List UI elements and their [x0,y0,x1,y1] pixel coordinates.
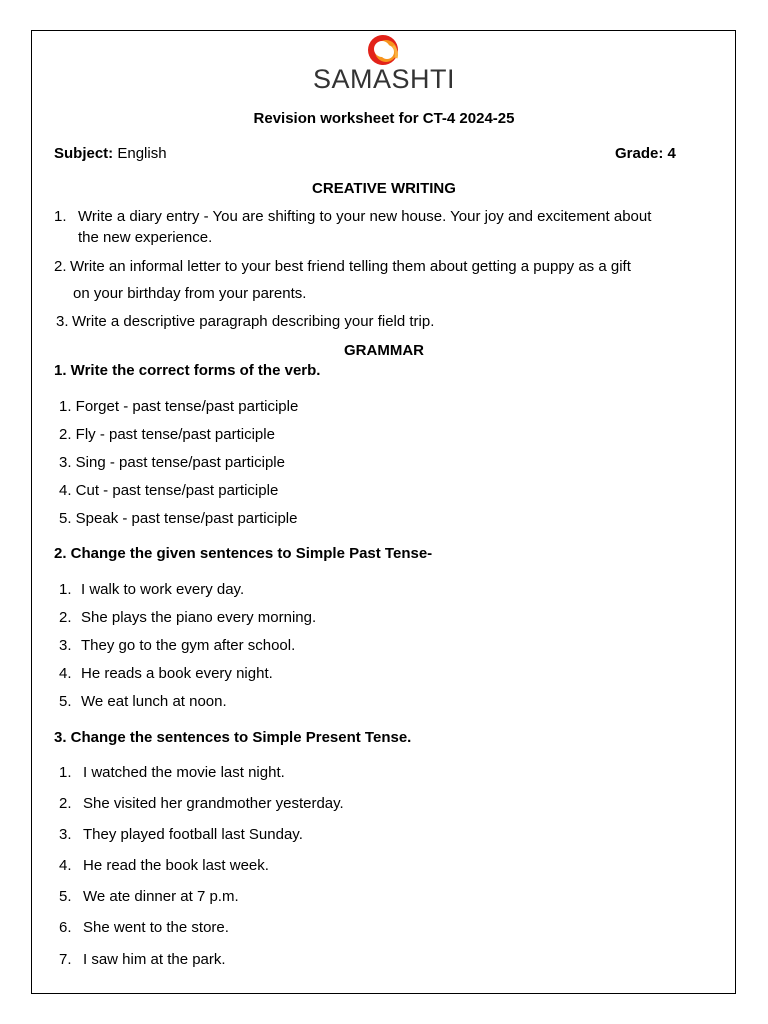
item-text: I walk to work every day. [81,581,245,598]
list-item [59,919,229,936]
list-item [59,693,227,710]
list-item [59,951,226,968]
list-item [59,581,244,598]
brand-name: SAMASHTI [312,64,456,94]
item-number: 1. [59,764,72,781]
item-text: I watched the movie last night. [83,764,285,781]
item-text: I saw him at the park. [83,951,226,968]
subject-value: English [117,145,167,162]
item-number: 6. [59,919,72,936]
question-2-heading: 2. Change the given sentences to Simple Past Tense- [54,545,433,562]
item-text: Write a diary entry - You are shifting to your new house. Your joy and excitement about [78,208,652,225]
list-item [54,258,631,275]
list-item: 2. Fly - past tense/past participle [59,426,275,443]
item-number: 3. [59,826,72,843]
item-text: Write a descriptive paragraph describing your field trip. [72,313,435,330]
item-number: 1. [54,208,67,225]
item-number: 7. [59,951,72,968]
item-text: They go to the gym after school. [81,637,296,654]
item-text: We ate dinner at 7 p.m. [83,888,239,905]
question-3-heading: 3. Change the sentences to Simple Present Tense. [54,729,412,746]
item-text: She visited her grandmother yesterday. [83,795,344,812]
grade-label: Grade: 4 [615,145,676,162]
list-item: 5. Speak - past tense/past participle [59,510,298,527]
item-text-continued: the new experience. [78,229,213,246]
item-text-continued: on your birthday from your parents. [73,285,307,302]
list-item: 4. Cut - past tense/past participle [59,482,279,499]
subject-label: Subject: [54,145,114,162]
item-number: 3. [59,637,72,654]
item-text: He reads a book every night. [81,665,273,682]
list-item: 3. Sing - past tense/past participle [59,454,285,471]
item-text: She plays the piano every morning. [81,609,317,626]
list-item [59,795,344,812]
item-number: 4. [59,857,72,874]
list-item: 1. Forget - past tense/past participle [59,398,299,415]
worksheet-title: Revision worksheet for CT-4 2024-25 [253,110,515,127]
list-item [54,208,651,225]
item-text: They played football last Sunday. [83,826,303,843]
item-text: Write an informal letter to your best friend telling them about getting a puppy as a gift [70,258,631,275]
question-1-heading: 1. Write the correct forms of the verb. [54,362,321,379]
list-item [59,665,273,682]
list-item [56,313,434,330]
list-item [59,857,269,874]
item-text: We eat lunch at noon. [81,693,227,710]
item-number: 5. [59,693,72,710]
creative-writing-heading: CREATIVE WRITING [312,180,456,197]
item-number: 2. [54,258,67,275]
item-number: 2. [59,609,72,626]
item-number: 3. [56,313,69,330]
list-item [59,764,285,781]
list-item [59,637,295,654]
list-item [59,888,239,905]
item-text: He read the book last week. [83,857,269,874]
item-number: 1. [59,581,72,598]
list-item [59,826,303,843]
item-number: 2. [59,795,72,812]
subject-line [54,145,167,162]
grammar-heading: GRAMMAR [344,342,424,359]
item-text: She went to the store. [83,919,229,936]
item-number: 5. [59,888,72,905]
list-item [59,609,316,626]
item-number: 4. [59,665,72,682]
